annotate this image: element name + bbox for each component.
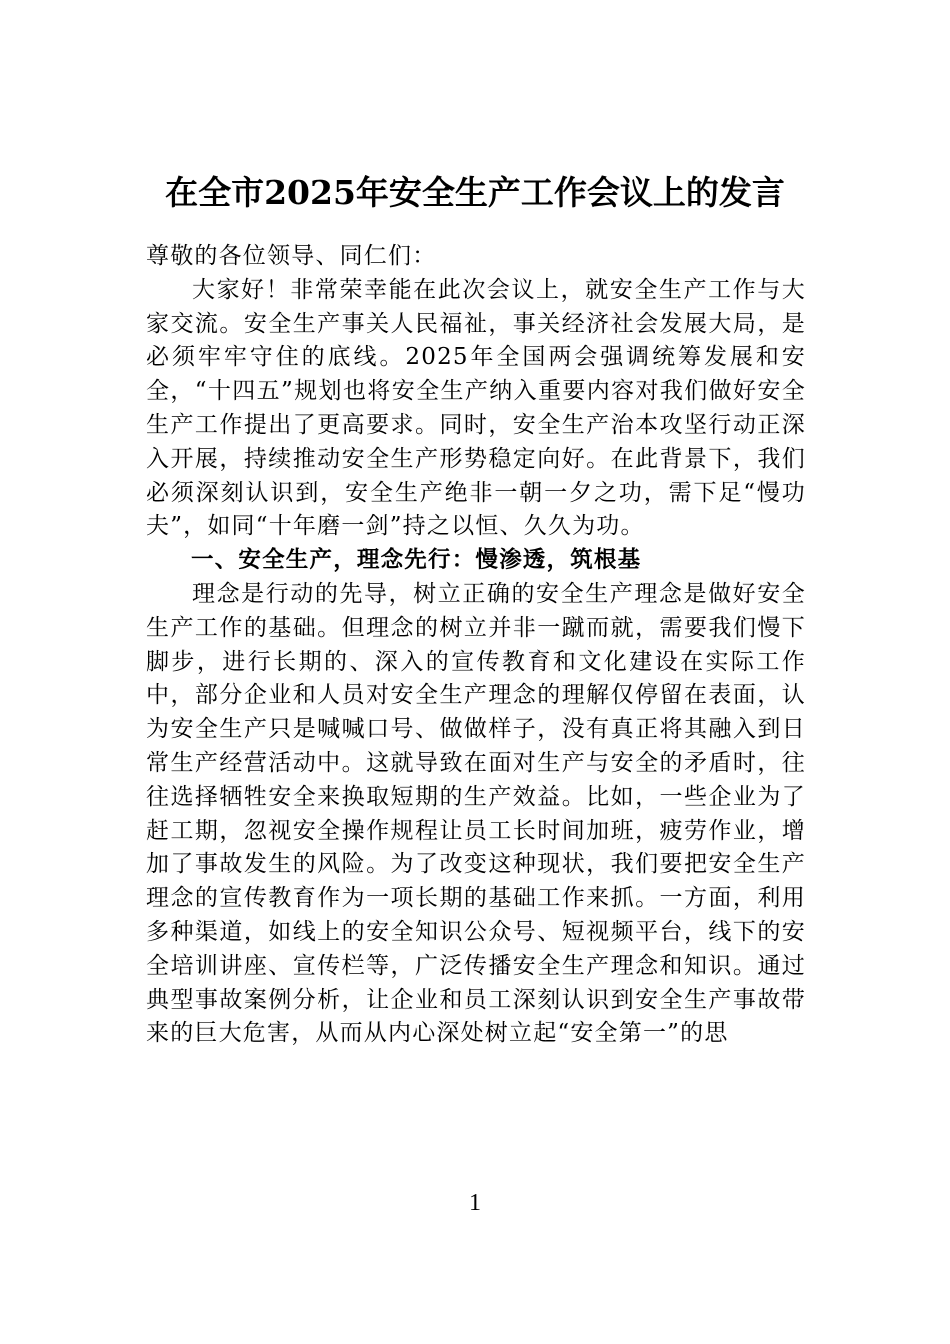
section-heading-1: 一、安全生产，理念先行：慢渗透，筑根基	[191, 547, 642, 574]
salutation: 尊敬的各位领导、同仁们：	[146, 243, 437, 269]
document-title: 在全市2025年安全生产工作会议上的发言	[165, 173, 785, 212]
paragraph-section-1: 理念是行动的先导，树立正确的安全生产理念是做好安全生产工作的基础。但理念的树立并非一蹴而就，需要我们慢下脚步，进行长期的、深入的宣传教育和文化建设在实际工作中，部分企业和人员对安全生产理念的理解仅停留在表面，认为安全生产只是喊喊口号、做做样子，没有真正将其融入到日常生产经营活动中。这就导致在面对生产与安全的矛盾时，往往选择牺牲安全来换取短期的生产效益。比如，一些企业为了赶工期，忽视安全操作规程让员工长时间加班，疲劳作业，增加了事故发生的风险。为了改变这种现状，我们要把安全生产理念的宣传教育作为一项长期的基础工作来抓。一方面，利用多种渠道，如线上的安全知识公众号、短视频平台，线下的安全培训讲座、宣传栏等，广泛传播安全生产理念和知识。通过典型事故案例分析，让企业和员工深刻认识到安全生产事故带来的巨大危害，从而从内心深处树立起“安全第一”的思	[146, 580, 806, 1047]
page-number: 1	[469, 1190, 481, 1216]
document-body	[146, 240, 806, 1051]
paragraph-opening: 大家好！非常荣幸能在此次会议上，就安全生产工作与大家交流。安全生产事关人民福祉，事关经济社会发展大局，是必须牢牢守住的底线。2025年全国两会强调统筹发展和安全，“十四五”规划也将安全生产纳入重要内容对我们做好安全生产工作提出了更高要求。同时，安全生产治本攻坚行动正深入开展，持续推动安全生产形势稳定向好。在此背景下，我们必须深刻认识到，安全生产绝非一朝一夕之功，需下足“慢功夫”，如同“十年磨一剑”持之以恒、久久为功。	[146, 276, 806, 540]
